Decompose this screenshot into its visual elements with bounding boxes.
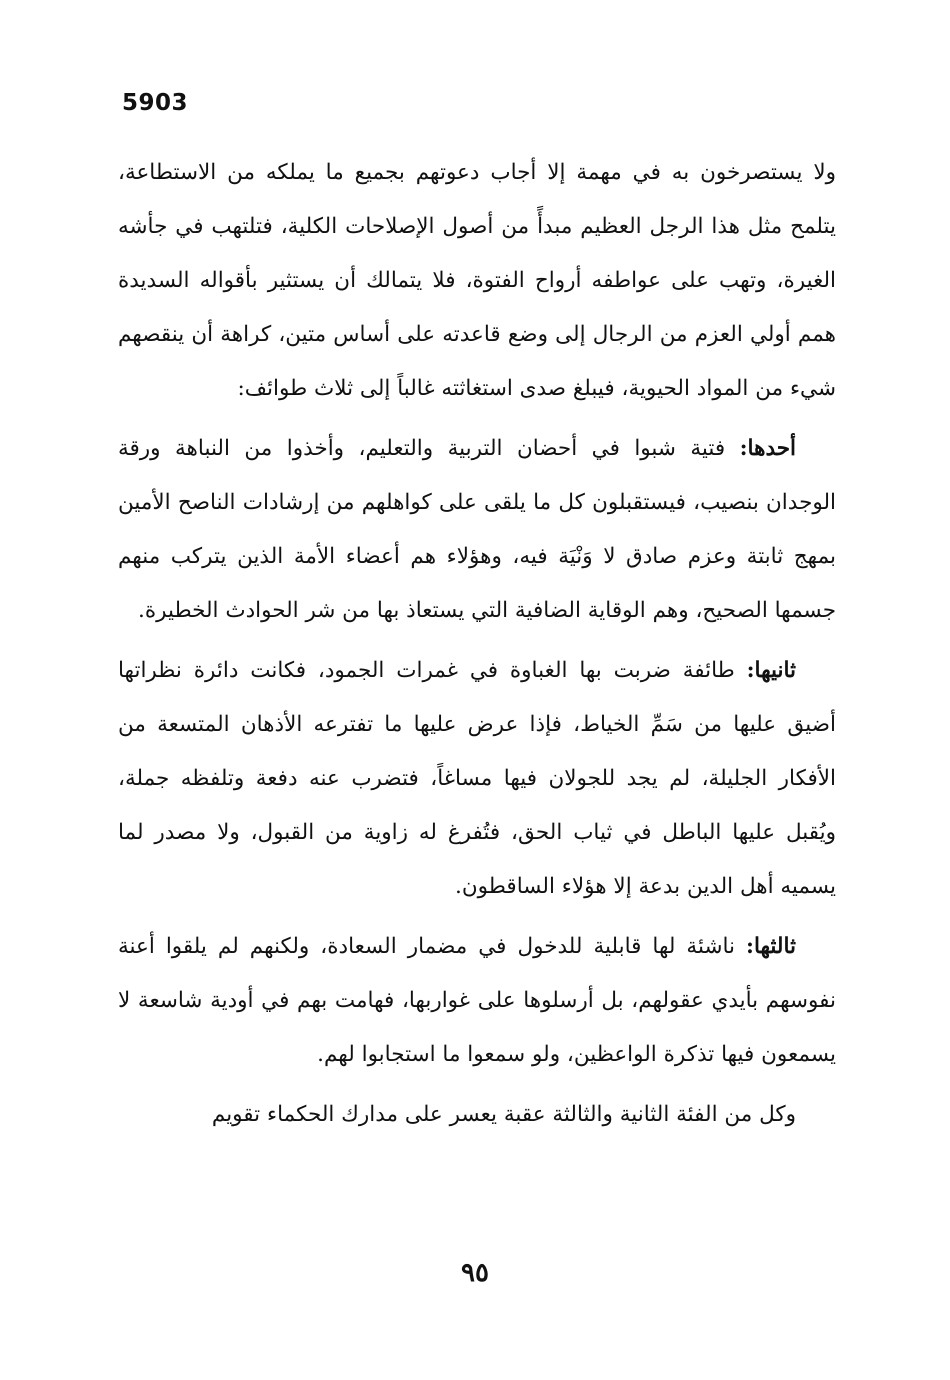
paragraph-closing: [118, 1088, 836, 1142]
paragraph-second-group: [118, 644, 836, 914]
paragraph-lead: ثالثها:: [746, 934, 796, 959]
paragraph-text: طائفة ضربت بها الغباوة في غمرات الجمود، فكانت دائرة نظراتها أضيق عليها من سَمِّ الخياط، فإذا عرض عليها ما تفترعه الأذهان المتسعة من الأفكار الجليلة، لم يجد للجولان فيها مساغاً، فتضرب عنه دفعة وتلفظه جملة، ويُقبل عليها الباطل في ثياب الحق، فتُفرغ له زاوية من القبول، ولا مصدر لما يسميه أهل الدين بدعة إلا هؤلاء الساقطون.: [118, 658, 836, 899]
paragraph-third-group: [118, 920, 836, 1082]
body-text: [118, 146, 836, 1148]
paragraph-text: ولا يستصرخون به في مهمة إلا أجاب دعوتهم بجميع ما يملكه من الاستطاعة، يتلمح مثل هذا الرجل العظيم مبدأً من أصول الإصلاحات الكلية، فتلتهب في جأشه الغيرة، وتهب على عواطفه أرواح الفتوة، فلا يتمالك أن يستثير بأقواله السديدة همم أولي العزم من الرجال إلى وضع قاعدته على أساس متين، كراهة أن ينقصهم شيء من المواد الحيوية، فيبلغ صدى استغاثته غالباً إلى ثلاث طوائف:: [118, 160, 836, 401]
paragraph-text: ناشئة لها قابلية للدخول في مضمار السعادة، ولكنهم لم يلقوا أعنة نفوسهم بأيدي عقولهم، بل أرسلوها على غواربها، فهامت بهم في أودية شاسعة لا يسمعون فيها تذكرة الواعظين، ولو سمعوا ما استجابوا لهم.: [118, 934, 836, 1067]
paragraph-text: وكل من الفئة الثانية والثالثة عقبة يعسر على مدارك الحكماء تقويم: [211, 1102, 796, 1127]
paragraph-text: فتية شبوا في أحضان التربية والتعليم، وأخذوا من النباهة ورقة الوجدان بنصيب، فيستقبلون كل ما يلقى على كواهلهم من إرشادات الناصح الأمين بمهج ثابتة وعزم صادق لا وَنْيَة فيه، وهؤلاء هم أعضاء الأمة الذين يتركب منهم جسمها الصحيح، وهم الوقاية الضافية التي يستعاذ بها من شر الحوادث الخطيرة.: [118, 436, 836, 623]
page-number: ٩٥: [461, 1258, 489, 1288]
paragraph-first-group: [118, 422, 836, 638]
paragraph-intro: [118, 146, 836, 416]
header-number: 5903: [122, 90, 189, 116]
paragraph-lead: ثانيها:: [746, 658, 796, 683]
paragraph-lead: أحدها:: [739, 436, 796, 461]
